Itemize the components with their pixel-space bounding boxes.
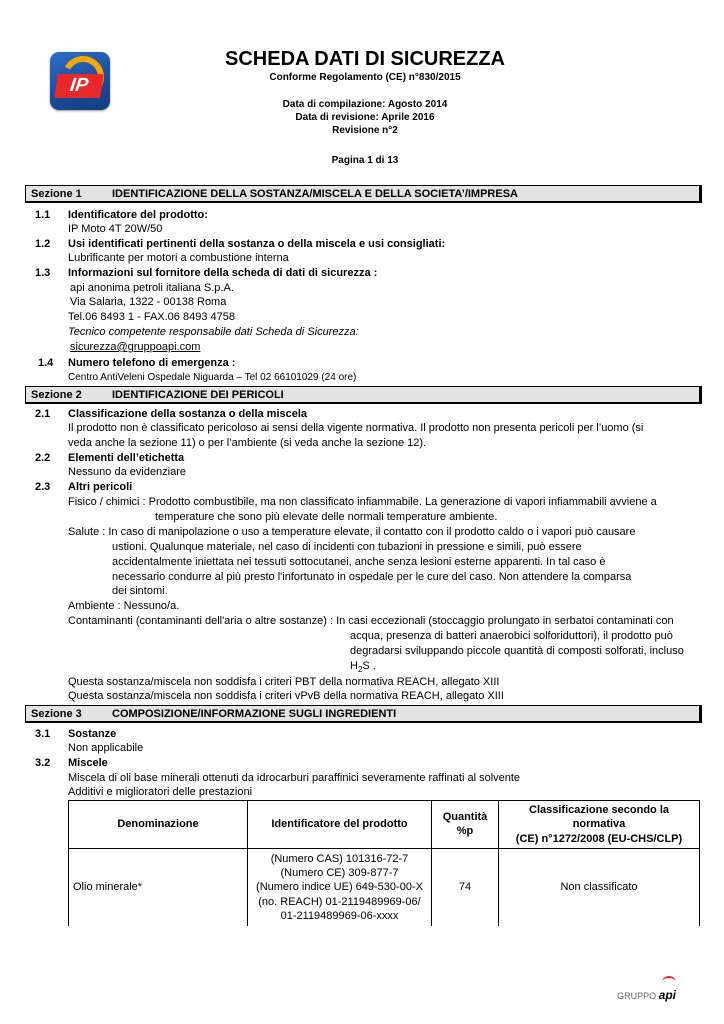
environment-hazards: Ambiente : Nessuno/a. <box>68 600 180 612</box>
revision-date: Data di revisione: Aprile 2016 <box>295 112 435 123</box>
item-text: Nessuno da evidenziare <box>68 466 187 478</box>
item-heading: Usi identificati pertinenti della sostanza o della miscela e usi consigliati: <box>68 238 446 250</box>
item-text: Non applicabile <box>68 742 144 754</box>
health-hazards-cont: necessario condurre al più presto l'infortunato in ospedale per le cure del caso. Non attendere la comparsa <box>112 571 632 583</box>
item-number: 3.1 <box>35 728 51 740</box>
composition-table <box>68 800 700 926</box>
section-3-title: COMPOSIZIONE/INFORMAZIONE SUGLI INGREDIENTI <box>112 708 397 720</box>
item-number: 2.3 <box>35 481 51 493</box>
section-1-label: Sezione 1 <box>31 188 82 200</box>
header-quantita <box>432 801 499 849</box>
health-hazards: Salute : In caso di manipolazione o uso a temperature elevate, il contatto con il prodotto caldo o i vapori può causare <box>68 526 636 538</box>
item-text: Miscela di oli base minerali ottenuti da idrocarburi paraffinici severamente raffinati al solvente <box>68 772 521 784</box>
item-number: 1.3 <box>35 267 51 279</box>
api-swoosh-icon <box>662 976 676 988</box>
cell-denominazione: Olio minerale* <box>69 848 248 926</box>
section-1-title: IDENTIFICAZIONE DELLA SOSTANZA/MISCELA E DELLA SOCIETA’/IMPRESA <box>112 188 518 200</box>
compliance-line: Conforme Regolamento (CE) n°830/2015 <box>269 72 461 83</box>
item-number: 1.4 <box>38 357 54 369</box>
physical-hazards-cont: temperature che sono più elevate delle normali temperature ambiente. <box>155 511 498 523</box>
id-reach-cont: 01-2119489969-06-xxxx <box>280 910 399 923</box>
header-classificazione-line2: (CE) n°1272/2008 (EU-CHS/CLP) <box>515 832 683 845</box>
id-ce: (Numero CE) 309-877-7 <box>280 867 399 880</box>
health-hazards-cont: dei sintomi. <box>112 585 168 597</box>
contaminants-cont: acqua, presenza di batteri anaerobici solforiduttori), il prodotto può <box>350 630 673 642</box>
item-text: veda anche la sezione 11) o per l’ambiente (si veda anche la sezione 12). <box>68 437 427 449</box>
item-heading: Altri pericoli <box>68 481 133 493</box>
item-number: 1.2 <box>35 238 51 250</box>
header-quantita-line1: Quantità <box>442 811 488 824</box>
footer-group: GRUPPO <box>617 991 657 1001</box>
item-number: 1.1 <box>35 209 51 221</box>
document-title: SCHEDA DATI DI SICUREZZA <box>225 48 505 70</box>
formula-subscript: 2 <box>357 665 363 675</box>
item-heading: Sostanze <box>68 728 117 740</box>
cell-quantita: 74 <box>432 848 499 926</box>
header-identificatore: Identificatore del prodotto <box>248 801 432 849</box>
physical-hazards: Fisico / chimici : Prodotto combustibile, ma non classificato infiammabile. La generazione di vapori infiammabili avviene a <box>68 496 657 508</box>
item-text: Lubrificante per motori a combustione interna <box>68 252 289 264</box>
header-quantita-line2: %p <box>456 825 474 838</box>
page-number: Pagina 1 di 13 <box>331 155 399 166</box>
vpvb-statement: Questa sostanza/miscela non soddisfa i criteri vPvB della normativa REACH, allegato XIII <box>68 690 504 702</box>
table-header-row <box>69 801 700 849</box>
compilation-date: Data di compilazione: Agosto 2014 <box>282 99 448 110</box>
item-heading: Identificatore del prodotto: <box>68 209 208 221</box>
item-heading: Informazioni sul fornitore della scheda di dati di sicurezza : <box>68 267 378 279</box>
formula-s: S . <box>362 660 376 672</box>
formula-h: H <box>350 660 358 672</box>
footer-brand-name: api <box>658 988 676 1002</box>
company-phone: Tel.06 8493 1 - FAX.06 8493 4758 <box>68 311 235 323</box>
item-text: Additivi e miglioratori delle prestazioni <box>68 786 253 798</box>
section-3-label: Sezione 3 <box>31 708 82 720</box>
section-2-title: IDENTIFICAZIONE DEI PERICOLI <box>112 389 284 401</box>
company-name: api anonima petroli italiana S.p.A. <box>70 282 234 294</box>
item-heading: Numero telefono di emergenza : <box>68 357 236 369</box>
emergency-contact: Centro AntiVeleni Ospedale Niguarda – Tel 02 66101029 (24 ore) <box>68 372 357 383</box>
item-number: 2.2 <box>35 452 51 464</box>
item-heading: Miscele <box>68 757 108 769</box>
company-address: Via Salaria, 1322 - 00138 Roma <box>70 296 227 308</box>
contact-email[interactable]: sicurezza@gruppoapi.com <box>70 341 201 353</box>
item-number: 3.2 <box>35 757 51 769</box>
cell-classificazione: Non classificato <box>499 848 700 926</box>
logo-text: IP <box>54 74 103 98</box>
section-3-header <box>25 705 702 723</box>
health-hazards-cont: accidentalmente iniettata nei tessuti sottocutanei, anche senza lesioni esterne apparenti. In tal caso è <box>112 556 606 568</box>
technician-label: Tecnico competente responsabile dati Scheda di Sicurezza: <box>68 326 359 338</box>
cell-identificatore <box>248 848 432 926</box>
item-heading: Classificazione della sostanza o della miscela <box>68 408 308 420</box>
id-index: (Numero indice UE) 649-530-00-X <box>256 881 423 894</box>
revision-number: Revisione n°2 <box>332 125 398 136</box>
section-2-label: Sezione 2 <box>31 389 82 401</box>
item-text: Il prodotto non è classificato pericoloso ai sensi della vigente normativa. Il prodotto non presenta pericoli per l’uomo (si <box>68 422 644 434</box>
ip-logo <box>50 52 110 110</box>
pbt-statement: Questa sostanza/miscela non soddisfa i criteri PBT della normativa REACH, allegato XIII <box>68 676 500 688</box>
section-1-header <box>25 185 702 203</box>
item-number: 2.1 <box>35 408 51 420</box>
item-heading: Elementi dell’etichetta <box>68 452 185 464</box>
header-denominazione: Denominazione <box>69 801 248 849</box>
product-name: IP Moto 4T 20W/50 <box>68 223 163 235</box>
id-reach: (no. REACH) 01-2119489969-06/ <box>258 895 421 908</box>
contaminants: Contaminanti (contaminanti dell'aria o altre sostanze) : In casi eccezionali (stoccaggio prolungato in serbatoi contaminati con <box>68 615 674 627</box>
table-row <box>69 848 700 926</box>
section-2-header <box>25 386 702 404</box>
header-classificazione-line1: Classificazione secondo la normativa <box>529 804 669 831</box>
id-cas: (Numero CAS) 101316-72-7 <box>270 852 409 865</box>
footer-brand <box>617 988 676 1003</box>
health-hazards-cont: ustioni. Qualunque materiale, nel caso di incidenti con tubazioni in pressione e simili, può essere <box>112 541 582 553</box>
contaminants-cont: degradarsi sviluppando piccole quantità di composti solforati, incluso <box>350 645 684 657</box>
header-classificazione <box>499 801 700 849</box>
